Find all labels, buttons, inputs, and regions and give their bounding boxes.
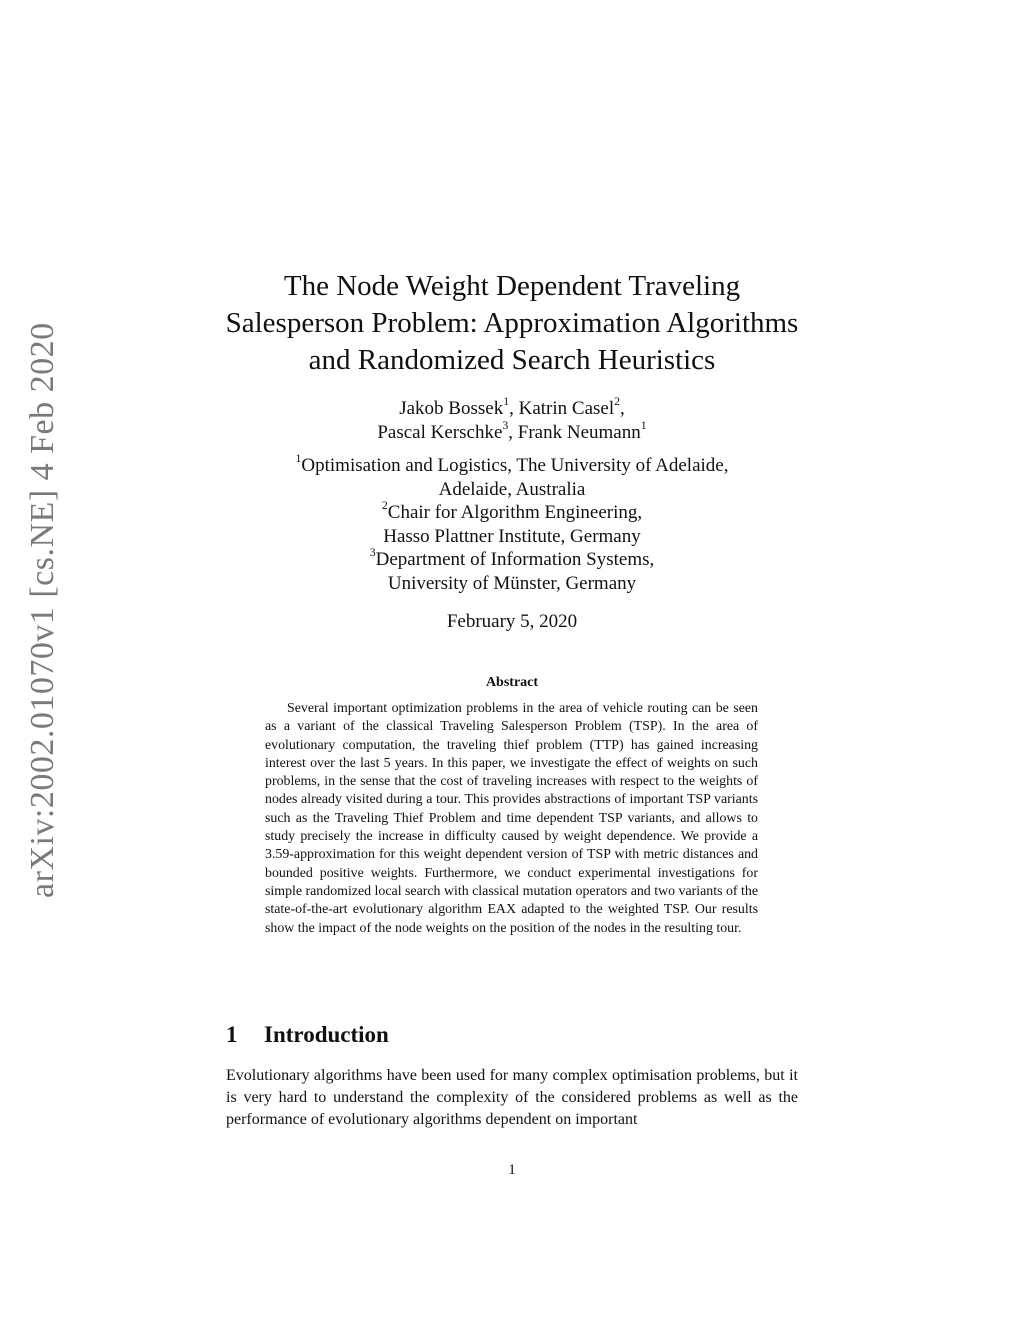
author-name: Jakob Bossek [399, 398, 504, 419]
title-line-2: Salesperson Problem: Approximation Algorithms [225, 307, 799, 339]
affiliation-text: Chair for Algorithm Engineering, [387, 502, 643, 523]
arxiv-identifier[interactable]: arXiv:2002.01070v1 [cs.NE] 4 Feb 2020 [24, 322, 61, 898]
affiliation-mark: 1 [295, 451, 302, 465]
abstract-heading: Abstract [485, 675, 539, 690]
affiliation-3-line-1 [212, 545, 812, 572]
abstract-text: Several important optimization problems in the area of vehicle routing can be seen as a variant of the classical Traveling Salesperson Problem (TSP). In the area of evolutionary computation, the traveling thief problem (TTP) has gained increasing interest over the last 5 years. In this paper, we investigate the effect of weights on such problems, in the sense that the cost of traveling increases with respect to the weights of nodes already visited during a tour. This provides abstractions of important TSP variants such as the Traveling Thief Problem and time dependent TSP variants, and allows to study precisely the increase in difficulty caused by weight dependence. We provide a 3.59-approximation for this weight dependent version of TSP with metric distances and bounded positive weights. Furthermore, we conduct experimental investigations for simple randomized local search with classical mutation operators and two variants of the state-of-the-art evolutionary algorithm EAX adapted to the weighted TSP. Our results show the impact of the node weights on the position of the nodes in the resulting tour. [265, 701, 758, 936]
affiliation-text: Optimisation and Logistics, The University of Adelaide, [301, 455, 729, 476]
author-line-1 [262, 394, 762, 421]
section-title: Introduction [264, 1022, 389, 1047]
affiliation-3-line-2: University of Münster, Germany [387, 572, 637, 594]
author-name: , Katrin Casel [509, 398, 615, 419]
paper-title [180, 268, 844, 379]
affiliation-mark: 3 [369, 545, 376, 559]
affiliation-mark: 2 [381, 498, 388, 512]
affiliation-mark: 1 [640, 418, 647, 432]
affiliation-list [212, 451, 812, 595]
affiliation-mark: 3 [502, 418, 509, 432]
section-number: 1 [226, 1022, 238, 1047]
introduction-text: Evolutionary algorithms have been used for many complex optimisation problems, but it is very hard to understand the complexity of the considered problems as well as the performance of evolutionary algorithms dependent on important [226, 1067, 798, 1128]
title-line-1: The Node Weight Dependent Traveling [283, 270, 741, 302]
section-heading [226, 1022, 389, 1048]
affiliation-mark: 1 [503, 394, 510, 408]
affiliation-1-line-2: Adelaide, Australia [438, 478, 586, 500]
page-number: 1 [508, 1162, 516, 1178]
title-line-3: and Randomized Search Heuristics [308, 344, 716, 376]
author-separator: , [620, 398, 625, 419]
author-name: , Frank Neumann [508, 422, 641, 443]
affiliation-text: Department of Information Systems, [375, 549, 655, 570]
author-line-2 [262, 418, 762, 445]
author-name: Pascal Kerschke [377, 422, 503, 443]
affiliation-2-line-1 [212, 498, 812, 525]
author-list [262, 394, 762, 445]
publication-date: February 5, 2020 [446, 611, 578, 632]
affiliation-1-line-1 [212, 451, 812, 478]
affiliation-2-line-2: Hasso Plattner Institute, Germany [383, 525, 641, 547]
affiliation-mark: 2 [614, 394, 621, 408]
